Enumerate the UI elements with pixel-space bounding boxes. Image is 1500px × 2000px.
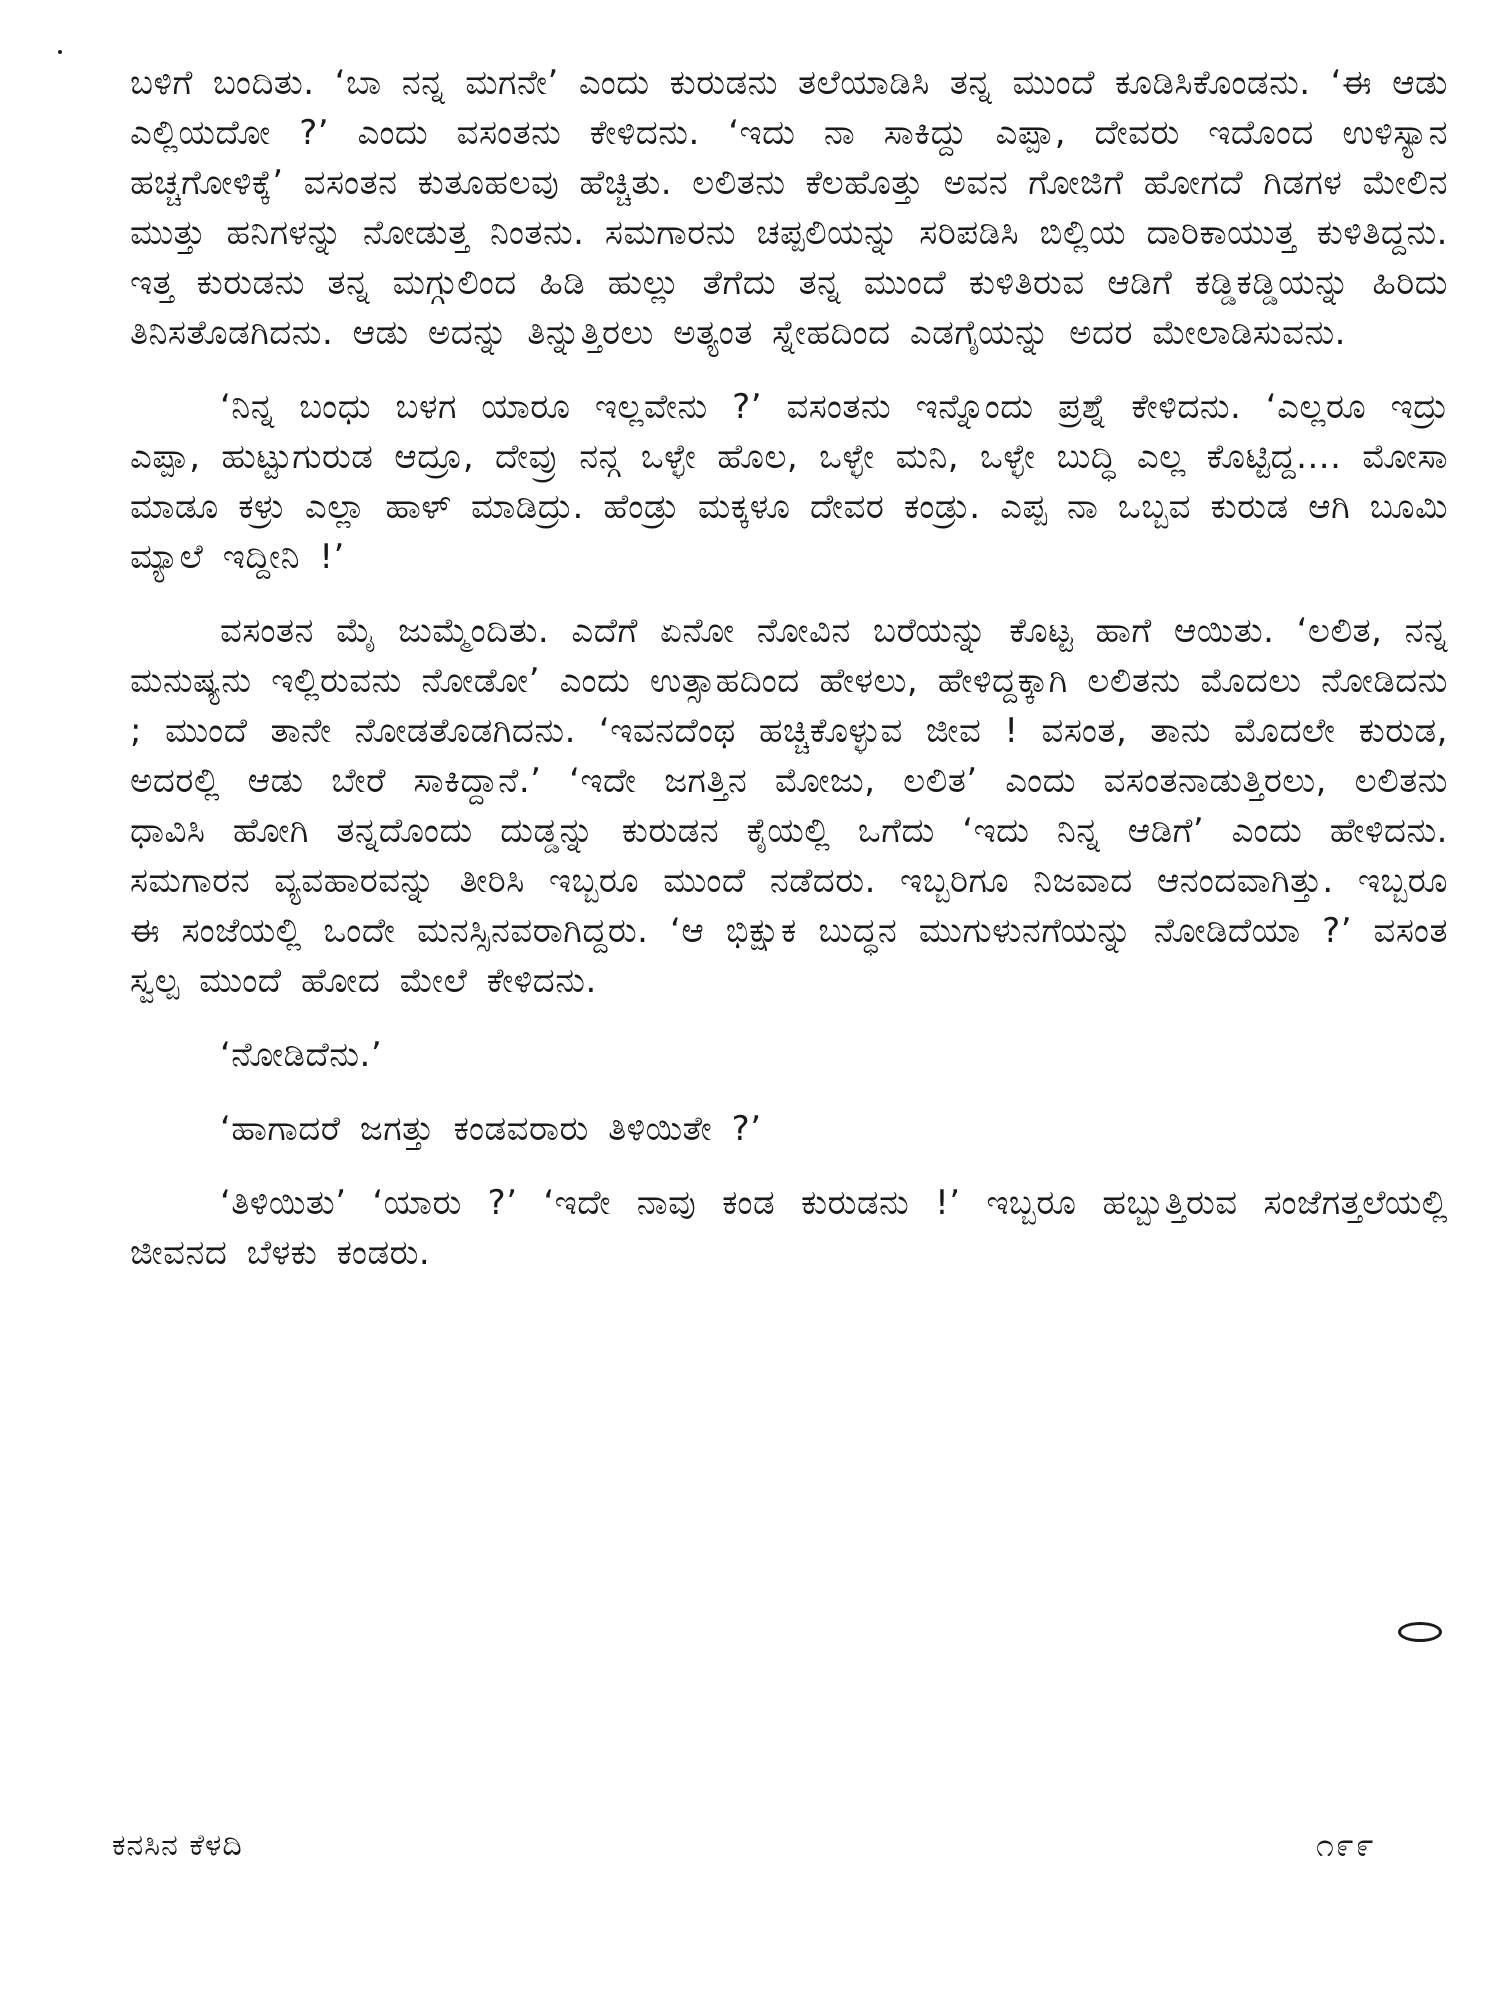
paragraph-6: ‘ತಿಳಿಯಿತು’ ‘ಯಾರು ?’ ‘ಇದೇ ನಾವು ಕಂಡ ಕುರುಡನು !’ ಇಬ್ಬರೂ ಹಬ್ಬುತ್ತಿರುವ ಸಂಜೆಗತ್ತಲೆಯಲ್ಲಿ ಜೀವನದ ಬೆಳಕು ಕಂಡರು. — [130, 1183, 1448, 1273]
paragraph-3: ವಸಂತನ ಮೈ ಜುಮ್ಮೆಂದಿತು. ಎದೆಗೆ ಏನೋ ನೋವಿನ ಬರೆಯನ್ನು ಕೊಟ್ಟ ಹಾಗೆ ಆಯಿತು. ‘ಲಲಿತ, ನನ್ನ ಮನುಷ್ಯನು ಇಲ್ಲಿರುವನು ನೋಡೋ’ ಎಂದು ಉತ್ಸಾಹದಿಂದ ಹೇಳಲು, ಹೇಳಿದ್ದಕ್ಕಾಗಿ ಲಲಿತನು ಮೊದಲು ನೋಡಿದನು ; ಮುಂದೆ ತಾನೇ ನೋಡತೊಡಗಿದನು. ‘ಇವನದೆಂಥ ಹಚ್ಚಿಕೊಳ್ಳುವ ಜೀವ ! ವಸಂತ, ತಾನು ಮೊದಲೇ ಕುರುಡ, ಅದರಲ್ಲಿ ಆಡು ಬೇರೆ ಸಾಕಿದ್ದಾನೆ.’ ‘ಇದೇ ಜಗತ್ತಿನ ಮೋಜು, ಲಲಿತ’ ಎಂದು ವಸಂತನಾಡುತ್ತಿರಲು, ಲಲಿತನು ಧಾವಿಸಿ ಹೋಗಿ ತನ್ನದೊಂದು ದುಡ್ಡನ್ನು ಕುರುಡನ ಕೈಯಲ್ಲಿ ಒಗೆದು ‘ಇದು ನಿನ್ನ ಆಡಿಗೆ’ ಎಂದು ಹೇಳಿದನು. ಸಮಗಾರನ ವ್ಯವಹಾರವನ್ನು ತೀರಿಸಿ ಇಬ್ಬರೂ ಮುಂದೆ ನಡೆದರು. ಇಬ್ಬರಿಗೂ ನಿಜವಾದ ಆನಂದವಾಗಿತ್ತು. ಇಬ್ಬರೂ ಈ ಸಂಜೆಯಲ್ಲಿ ಒಂದೇ ಮನಸ್ಸಿನವರಾಗಿದ್ದರು. ‘ಆ ಭಿಕ್ಷುಕ ಬುದ್ಧನ ಮುಗುಳುನಗೆಯನ್ನು ನೋಡಿದೆಯಾ ?’ ವಸಂತ ಸ್ವಲ್ಪ ಮುಂದೆ ಹೋದ ಮೇಲೆ ಕೇಳಿದನು. — [130, 611, 1448, 1001]
paragraph-1: ಬಳಿಗೆ ಬಂದಿತು. ‘ಬಾ ನನ್ನ ಮಗನೇ’ ಎಂದು ಕುರುಡನು ತಲೆಯಾಡಿಸಿ ತನ್ನ ಮುಂದೆ ಕೂಡಿಸಿಕೊಂಡನು. ‘ಈ ಆಡು ಎಲ್ಲಿಯದೋ ?’ ಎಂದು ವಸಂತನು ಕೇಳಿದನು. ‘ಇದು ನಾ ಸಾಕಿದ್ದು ಎಪ್ಪಾ, ದೇವರು ಇದೊಂದ ಉಳಿಸ್ಯಾನ ಹಚ್ಚಗೋಳಿಕ್ಕೆ’ ವಸಂತನ ಕುತೂಹಲವು ಹೆಚ್ಚಿತು. ಲಲಿತನು ಕೆಲಹೊತ್ತು ಅವನ ಗೋಜಿಗೆ ಹೋಗದೆ ಗಿಡಗಳ ಮೇಲಿನ ಮುತ್ತು ಹನಿಗಳನ್ನು ನೋಡುತ್ತ ನಿಂತನು. ಸಮಗಾರನು ಚಪ್ಪಲಿಯನ್ನು ಸರಿಪಡಿಸಿ ಬಿಲ್ಲಿಯ ದಾರಿಕಾಯುತ್ತ ಕುಳಿತಿದ್ದನು. ಇತ್ತ ಕುರುಡನು ತನ್ನ ಮಗ್ಗುಲಿಂದ ಹಿಡಿ ಹುಲ್ಲು ತೆಗೆದು ತನ್ನ ಮುಂದೆ ಕುಳಿತಿರುವ ಆಡಿಗೆ ಕಡ್ಡಿಕಡ್ಡಿಯನ್ನು ಹಿರಿದು ತಿನಿಸತೊಡಗಿದನು. ಆಡು ಅದನ್ನು ತಿನ್ನುತ್ತಿರಲು ಅತ್ಯಂತ ಸ್ನೇಹದಿಂದ ಎಡಗೈಯನ್ನು ಅದರ ಮೇಲಾಡಿಸುವನು. — [130, 63, 1448, 353]
footer-page-number: ೧೯೯ — [1316, 1826, 1376, 1864]
paragraph-2: ‘ನಿನ್ನ ಬಂಧು ಬಳಗ ಯಾರೂ ಇಲ್ಲವೇನು ?’ ವಸಂತನು ಇನ್ನೊಂದು ಪ್ರಶ್ನೆ ಕೇಳಿದನು. ‘ಎಲ್ಲರೂ ಇದ್ರು ಎಪ್ಪಾ, ಹುಟ್ಟುಗುರುಡ ಆದ್ರೂ, ದೇವ್ರು ನನ್ಗ ಒಳ್ಳೇ ಹೊಲ, ಒಳ್ಳೇ ಮನಿ, ಒಳ್ಳೇ ಬುದ್ಧಿ ಎಲ್ಲ ಕೊಟ್ಟಿದ್ದ.... ಮೋಸಾ ಮಾಡೂ ಕಳ್ರು ಎಲ್ಲಾ ಹಾಳ್ ಮಾಡಿದ್ರು. ಹೆಂಡ್ರು ಮಕ್ಕಳೂ ದೇವರ ಕಂಡ್ರು. ಎಪ್ಪ ನಾ ಒಬ್ಬವ ಕುರುಡ ಆಗಿ ಬೂಮಿ ಮ್ಯಾಲೆ ಇದ್ದೀನಿ !’ — [130, 387, 1448, 577]
footer-book-title: ಕನಸಿನ ಕೆಳದಿ — [112, 1828, 243, 1863]
page-body — [130, 58, 1448, 1302]
scan-speck — [58, 50, 62, 54]
chapter-end-mark-icon — [1398, 1622, 1442, 1642]
paragraph-4: ‘ನೋಡಿದೆನು.’ — [220, 1035, 383, 1075]
paragraph-5: ‘ಹಾಗಾದರೆ ಜಗತ್ತು ಕಂಡವರಾರು ತಿಳಿಯಿತೇ ?’ — [220, 1109, 762, 1149]
